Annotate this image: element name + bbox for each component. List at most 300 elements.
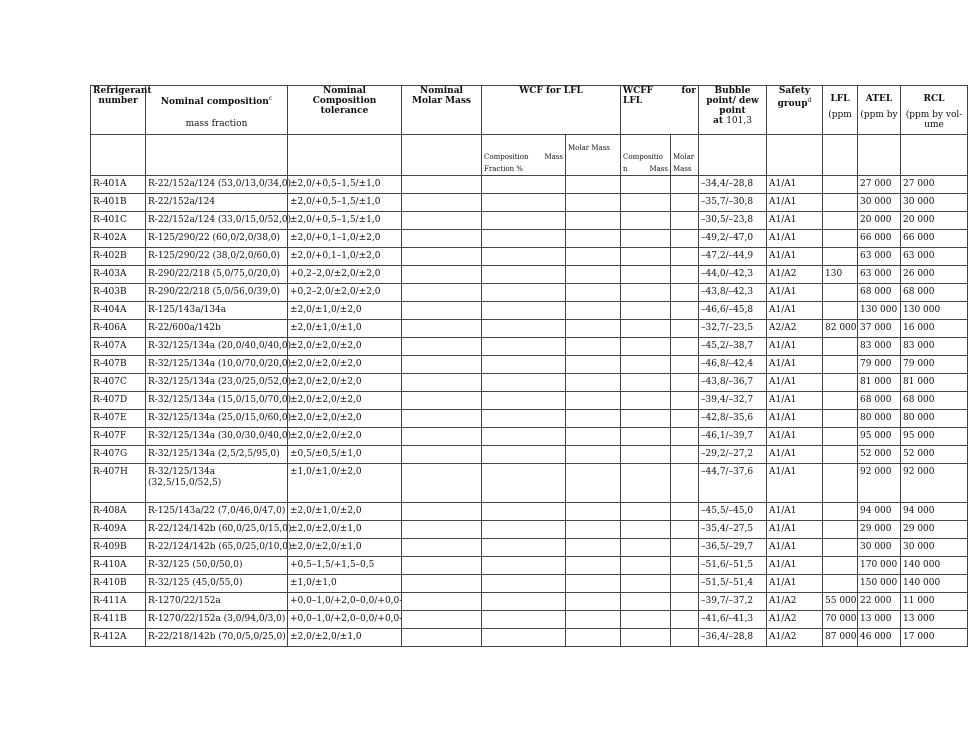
cell-tolerance: ±2,0/±2,0/±2,0 xyxy=(288,410,402,428)
cell-tolerance: ±2,0/±2,0/±2,0 xyxy=(288,338,402,356)
cell-refrigerant-number: R-403A xyxy=(91,266,146,284)
cell-refrigerant-number: R-409A xyxy=(91,521,146,539)
cell-bubble-point: –42,8/–35,6 xyxy=(699,410,767,428)
cell-molar-mass xyxy=(402,266,482,284)
cell-tolerance: +0,2–2,0/±2,0/±2,0 xyxy=(288,266,402,284)
cell-tolerance: ±2,0/±1,0/±2,0 xyxy=(288,503,402,521)
cell-wcf-molar-mass xyxy=(566,410,621,428)
cell-safety-group: A1/A1 xyxy=(767,503,823,521)
table-row xyxy=(91,212,968,230)
cell-tolerance: ±2,0/±2,0/±1,0 xyxy=(288,539,402,557)
table-row xyxy=(91,302,968,320)
cell-tolerance: ±2,0/±2,0/±2,0 xyxy=(288,428,402,446)
cell-composition: R-290/22/218 (5,0/56,0/39,0) xyxy=(146,284,288,302)
cell-lfl xyxy=(823,248,858,266)
cell-wcf-molar-mass xyxy=(566,521,621,539)
cell-refrigerant-number: R-401A xyxy=(91,176,146,194)
cell-wcff-molar-mass xyxy=(671,392,699,410)
cell-safety-group: A1/A1 xyxy=(767,284,823,302)
cell-wcf-molar-mass xyxy=(566,212,621,230)
cell-atel: 79 000 xyxy=(858,356,901,374)
cell-refrigerant-number: R-407E xyxy=(91,410,146,428)
cell-tolerance: ±2,0/+0,5–1,5/±1,0 xyxy=(288,176,402,194)
table-row xyxy=(91,230,968,248)
cell-wcf-composition xyxy=(482,446,566,464)
cell-wcff-molar-mass xyxy=(671,503,699,521)
cell-rcl: 83 000 xyxy=(901,338,968,356)
cell-safety-group: A1/A1 xyxy=(767,194,823,212)
cell-wcff-composition xyxy=(621,230,671,248)
cell-bubble-point: –43,8/–36,7 xyxy=(699,374,767,392)
cell-molar-mass xyxy=(402,503,482,521)
cell-tolerance: +0,0–1,0/+2,0–0,0/+0,0- xyxy=(288,593,402,611)
cell-rcl: 79 000 xyxy=(901,356,968,374)
col-wcf-lfl: WCF for LFL xyxy=(482,86,621,135)
cell-wcff-composition xyxy=(621,248,671,266)
cell-wcf-composition xyxy=(482,611,566,629)
cell-wcf-composition xyxy=(482,284,566,302)
mass-fraction-label: mass fraction xyxy=(185,119,248,129)
cell-tolerance: ±2,0/+0,5–1,5/±1,0 xyxy=(288,212,402,230)
cell-tolerance: ±2,0/+0,1–1,0/±2,0 xyxy=(288,248,402,266)
cell-molar-mass xyxy=(402,248,482,266)
cell-safety-group: A2/A2 xyxy=(767,320,823,338)
cell-wcf-molar-mass xyxy=(566,176,621,194)
cell-wcff-molar-mass xyxy=(671,338,699,356)
cell-wcf-composition xyxy=(482,338,566,356)
cell-atel: 22 000 xyxy=(858,593,901,611)
cell-wcff-composition xyxy=(621,338,671,356)
cell-wcf-composition xyxy=(482,503,566,521)
col-safety-group: Safety group$^d$ xyxy=(767,86,823,135)
cell-refrigerant-number: R-407B xyxy=(91,356,146,374)
cell-wcff-composition xyxy=(621,284,671,302)
table-row xyxy=(91,575,968,593)
cell-safety-group: A1/A2 xyxy=(767,611,823,629)
cell-wcf-molar-mass xyxy=(566,503,621,521)
cell-refrigerant-number: R-404A xyxy=(91,302,146,320)
cell-wcff-molar-mass xyxy=(671,593,699,611)
cell-rcl: 52 000 xyxy=(901,446,968,464)
cell-molar-mass xyxy=(402,611,482,629)
table-row xyxy=(91,392,968,410)
cell-composition: R-32/125 (50,0/50,0) xyxy=(146,557,288,575)
cell-rcl: 30 000 xyxy=(901,539,968,557)
cell-rcl: 68 000 xyxy=(901,284,968,302)
table-body xyxy=(91,176,968,647)
cell-lfl xyxy=(823,464,858,503)
cell-safety-group: A1/A1 xyxy=(767,464,823,503)
cell-refrigerant-number: R-408A xyxy=(91,503,146,521)
cell-wcf-molar-mass xyxy=(566,539,621,557)
cell-atel: 83 000 xyxy=(858,338,901,356)
cell-wcf-composition xyxy=(482,356,566,374)
cell-rcl: 95 000 xyxy=(901,428,968,446)
cell-composition: R-1270/22/152a xyxy=(146,593,288,611)
cell-lfl xyxy=(823,428,858,446)
cell-tolerance: ±2,0/±2,0/±2,0 xyxy=(288,356,402,374)
cell-wcff-molar-mass xyxy=(671,557,699,575)
cell-bubble-point: –46,1/–39,7 xyxy=(699,428,767,446)
cell-wcf-composition xyxy=(482,194,566,212)
cell-rcl: 16 000 xyxy=(901,320,968,338)
cell-molar-mass xyxy=(402,410,482,428)
cell-refrigerant-number: R-401C xyxy=(91,212,146,230)
cell-wcf-molar-mass xyxy=(566,629,621,647)
cell-molar-mass xyxy=(402,194,482,212)
cell-rcl: 130 000 xyxy=(901,302,968,320)
cell-wcf-molar-mass xyxy=(566,230,621,248)
cell-wcff-composition xyxy=(621,521,671,539)
cell-atel: 30 000 xyxy=(858,539,901,557)
cell-rcl: 140 000 xyxy=(901,575,968,593)
cell-tolerance: ±2,0/±1,0/±2,0 xyxy=(288,302,402,320)
cell-safety-group: A1/A1 xyxy=(767,392,823,410)
cell-atel: 68 000 xyxy=(858,392,901,410)
cell-refrigerant-number: R-411A xyxy=(91,593,146,611)
sub-molar-mass: Molar Mass xyxy=(566,135,621,176)
cell-wcf-molar-mass xyxy=(566,593,621,611)
cell-refrigerant-number: R-406A xyxy=(91,320,146,338)
cell-tolerance: ±2,0/±1,0/±1,0 xyxy=(288,320,402,338)
cell-lfl: 87 000 xyxy=(823,629,858,647)
cell-bubble-point: –45,2/–38,7 xyxy=(699,338,767,356)
cell-composition: R-32/125/134a (30,0/30,0/40,0) xyxy=(146,428,288,446)
cell-wcff-molar-mass xyxy=(671,428,699,446)
cell-composition: R-125/290/22 (60,0/2,0/38,0) xyxy=(146,230,288,248)
cell-tolerance: ±1,0/±1,0 xyxy=(288,575,402,593)
cell-tolerance: +0,2–2,0/±2,0/±2,0 xyxy=(288,284,402,302)
cell-lfl xyxy=(823,575,858,593)
cell-lfl xyxy=(823,557,858,575)
cell-lfl: 130 xyxy=(823,266,858,284)
cell-bubble-point: –43,8/–42,3 xyxy=(699,284,767,302)
cell-atel: 92 000 xyxy=(858,464,901,503)
cell-wcff-composition xyxy=(621,464,671,503)
cell-bubble-point: –51,6/–51,5 xyxy=(699,557,767,575)
cell-composition: R-32/125/134a (10,0/70,0/20,0) xyxy=(146,356,288,374)
col-lfl: LFL (ppm xyxy=(823,86,858,135)
table-row xyxy=(91,356,968,374)
cell-safety-group: A1/A1 xyxy=(767,302,823,320)
cell-lfl xyxy=(823,446,858,464)
cell-safety-group: A1/A1 xyxy=(767,539,823,557)
cell-atel: 94 000 xyxy=(858,503,901,521)
cell-safety-group: A1/A1 xyxy=(767,557,823,575)
cell-safety-group: A1/A1 xyxy=(767,248,823,266)
cell-wcff-composition xyxy=(621,176,671,194)
cell-wcff-composition xyxy=(621,446,671,464)
cell-wcf-molar-mass xyxy=(566,194,621,212)
cell-wcf-composition xyxy=(482,521,566,539)
cell-safety-group: A1/A1 xyxy=(767,338,823,356)
cell-refrigerant-number: R-403B xyxy=(91,284,146,302)
table-row xyxy=(91,374,968,392)
cell-wcff-molar-mass xyxy=(671,446,699,464)
cell-wcff-molar-mass xyxy=(671,176,699,194)
cell-wcff-molar-mass xyxy=(671,410,699,428)
cell-lfl xyxy=(823,374,858,392)
cell-wcf-composition xyxy=(482,539,566,557)
cell-wcf-composition xyxy=(482,266,566,284)
col-molar-mass: Nominal Molar Mass xyxy=(402,86,482,135)
cell-rcl: 11 000 xyxy=(901,593,968,611)
sub-compositio: Compositio n Mass xyxy=(621,135,671,176)
cell-composition: R-32/125/134a (15,0/15,0/70,0) xyxy=(146,392,288,410)
table-row xyxy=(91,176,968,194)
cell-atel: 13 000 xyxy=(858,611,901,629)
cell-wcf-composition xyxy=(482,302,566,320)
cell-lfl xyxy=(823,194,858,212)
cell-safety-group: A1/A1 xyxy=(767,212,823,230)
cell-wcf-molar-mass xyxy=(566,464,621,503)
cell-molar-mass xyxy=(402,557,482,575)
cell-refrigerant-number: R-411B xyxy=(91,611,146,629)
cell-lfl xyxy=(823,539,858,557)
cell-wcff-molar-mass xyxy=(671,464,699,503)
cell-wcff-molar-mass xyxy=(671,194,699,212)
cell-wcf-molar-mass xyxy=(566,356,621,374)
cell-molar-mass xyxy=(402,593,482,611)
cell-lfl xyxy=(823,176,858,194)
cell-atel: 68 000 xyxy=(858,284,901,302)
cell-molar-mass xyxy=(402,521,482,539)
cell-molar-mass xyxy=(402,392,482,410)
cell-atel: 63 000 xyxy=(858,266,901,284)
cell-composition: R-32/125/134a (23,0/25,0/52,0) xyxy=(146,374,288,392)
cell-molar-mass xyxy=(402,446,482,464)
cell-wcf-molar-mass xyxy=(566,302,621,320)
cell-wcf-molar-mass xyxy=(566,248,621,266)
cell-rcl: 140 000 xyxy=(901,557,968,575)
cell-wcff-composition xyxy=(621,557,671,575)
cell-atel: 30 000 xyxy=(858,194,901,212)
cell-rcl: 13 000 xyxy=(901,611,968,629)
cell-refrigerant-number: R-407G xyxy=(91,446,146,464)
cell-composition: R-125/290/22 (38,0/2,0/60,0) xyxy=(146,248,288,266)
table-row xyxy=(91,338,968,356)
cell-wcf-composition xyxy=(482,464,566,503)
cell-refrigerant-number: R-401B xyxy=(91,194,146,212)
table-row xyxy=(91,248,968,266)
cell-wcff-composition xyxy=(621,611,671,629)
cell-atel: 170 000 xyxy=(858,557,901,575)
cell-molar-mass xyxy=(402,230,482,248)
cell-rcl: 80 000 xyxy=(901,410,968,428)
cell-composition: R-125/143a/134a xyxy=(146,302,288,320)
cell-wcf-molar-mass xyxy=(566,284,621,302)
cell-rcl: 66 000 xyxy=(901,230,968,248)
cell-wcf-molar-mass xyxy=(566,266,621,284)
cell-safety-group: A1/A1 xyxy=(767,410,823,428)
cell-lfl xyxy=(823,521,858,539)
cell-wcff-molar-mass xyxy=(671,284,699,302)
cell-molar-mass xyxy=(402,284,482,302)
cell-rcl: 63 000 xyxy=(901,248,968,266)
cell-atel: 150 000 xyxy=(858,575,901,593)
table-row xyxy=(91,194,968,212)
table-row xyxy=(91,593,968,611)
cell-wcf-molar-mass xyxy=(566,575,621,593)
cell-refrigerant-number: R-412A xyxy=(91,629,146,647)
cell-safety-group: A1/A1 xyxy=(767,521,823,539)
cell-wcff-composition xyxy=(621,320,671,338)
cell-bubble-point: –46,8/–42,4 xyxy=(699,356,767,374)
cell-wcff-molar-mass xyxy=(671,611,699,629)
cell-atel: 66 000 xyxy=(858,230,901,248)
cell-wcf-molar-mass xyxy=(566,446,621,464)
cell-tolerance: ±2,0/±2,0/±1,0 xyxy=(288,629,402,647)
cell-wcf-molar-mass xyxy=(566,320,621,338)
cell-wcff-composition xyxy=(621,356,671,374)
cell-lfl xyxy=(823,302,858,320)
cell-safety-group: A1/A1 xyxy=(767,575,823,593)
table-row xyxy=(91,284,968,302)
table-row xyxy=(91,521,968,539)
cell-wcf-composition xyxy=(482,176,566,194)
cell-lfl xyxy=(823,356,858,374)
cell-bubble-point: –34,4/–28,8 xyxy=(699,176,767,194)
cell-molar-mass xyxy=(402,338,482,356)
cell-wcff-molar-mass xyxy=(671,230,699,248)
cell-composition: R-22/124/142b (60,0/25,0/15,0) xyxy=(146,521,288,539)
cell-composition: R-22/152a/124 (33,0/15,0/52,0) xyxy=(146,212,288,230)
cell-bubble-point: –47,2/–44,9 xyxy=(699,248,767,266)
cell-wcff-molar-mass xyxy=(671,356,699,374)
cell-lfl: 70 000 xyxy=(823,611,858,629)
cell-rcl: 17 000 xyxy=(901,629,968,647)
cell-wcff-molar-mass xyxy=(671,539,699,557)
cell-wcf-molar-mass xyxy=(566,557,621,575)
cell-tolerance: ±2,0/+0,5–1,5/±1,0 xyxy=(288,194,402,212)
cell-wcff-molar-mass xyxy=(671,320,699,338)
table-row xyxy=(91,503,968,521)
cell-rcl: 81 000 xyxy=(901,374,968,392)
cell-composition: R-32/125/134a (25,0/15,0/60,0) xyxy=(146,410,288,428)
cell-tolerance: ±2,0/±2,0/±2,0 xyxy=(288,392,402,410)
cell-wcf-molar-mass xyxy=(566,428,621,446)
cell-tolerance: +0,0–1,0/+2,0–0,0/+0,0- xyxy=(288,611,402,629)
cell-wcf-molar-mass xyxy=(566,611,621,629)
cell-wcff-molar-mass xyxy=(671,266,699,284)
cell-bubble-point: –44,0/–42,3 xyxy=(699,266,767,284)
cell-wcff-composition xyxy=(621,428,671,446)
cell-refrigerant-number: R-402B xyxy=(91,248,146,266)
table-row xyxy=(91,320,968,338)
col-bubble-point: Bubble point/ dew point at 101,3 xyxy=(699,86,767,135)
cell-atel: 29 000 xyxy=(858,521,901,539)
refrigerant-table xyxy=(90,85,968,647)
cell-bubble-point: –39,7/–37,2 xyxy=(699,593,767,611)
col-wcff-lfl: WCFF for LFL xyxy=(621,86,699,135)
cell-composition: R-22/218/142b (70,0/5,0/25,0) xyxy=(146,629,288,647)
cell-rcl: 68 000 xyxy=(901,392,968,410)
cell-rcl: 27 000 xyxy=(901,176,968,194)
cell-tolerance: ±1,0/±1,0/±2,0 xyxy=(288,464,402,503)
cell-refrigerant-number: R-407D xyxy=(91,392,146,410)
cell-safety-group: A1/A1 xyxy=(767,230,823,248)
cell-wcff-composition xyxy=(621,410,671,428)
cell-bubble-point: –49,2/–47,0 xyxy=(699,230,767,248)
cell-bubble-point: –41,6/–41,3 xyxy=(699,611,767,629)
cell-composition: R-32/125 (45,0/55,0) xyxy=(146,575,288,593)
cell-rcl: 92 000 xyxy=(901,464,968,503)
cell-lfl xyxy=(823,284,858,302)
cell-lfl xyxy=(823,410,858,428)
cell-wcff-composition xyxy=(621,503,671,521)
cell-refrigerant-number: R-407H xyxy=(91,464,146,503)
cell-wcf-molar-mass xyxy=(566,338,621,356)
cell-refrigerant-number: R-410A xyxy=(91,557,146,575)
cell-wcff-composition xyxy=(621,593,671,611)
cell-bubble-point: –45,5/–45,0 xyxy=(699,503,767,521)
cell-wcf-composition xyxy=(482,230,566,248)
cell-wcff-molar-mass xyxy=(671,248,699,266)
cell-safety-group: A1/A1 xyxy=(767,446,823,464)
cell-lfl xyxy=(823,338,858,356)
sub-composition-fraction: Composition Mass Fraction % xyxy=(482,135,566,176)
col-refrigerant-number: Refrigerant number xyxy=(91,86,146,135)
cell-bubble-point: –44,7/–37,6 xyxy=(699,464,767,503)
table-row xyxy=(91,539,968,557)
cell-wcff-molar-mass xyxy=(671,374,699,392)
col-composition-tolerance: Nominal Composition tolerance xyxy=(288,86,402,135)
cell-atel: 63 000 xyxy=(858,248,901,266)
cell-tolerance: ±2,0/+0,1–1,0/±2,0 xyxy=(288,230,402,248)
col-atel: ATEL (ppm by xyxy=(858,86,901,135)
cell-composition: R-1270/22/152a (3,0/94,0/3,0) xyxy=(146,611,288,629)
cell-bubble-point: –46,6/–45,8 xyxy=(699,302,767,320)
table-row xyxy=(91,611,968,629)
cell-wcff-composition xyxy=(621,539,671,557)
cell-safety-group: A1/A2 xyxy=(767,629,823,647)
table-row xyxy=(91,446,968,464)
cell-molar-mass xyxy=(402,575,482,593)
cell-wcff-composition xyxy=(621,194,671,212)
cell-rcl: 94 000 xyxy=(901,503,968,521)
cell-atel: 95 000 xyxy=(858,428,901,446)
cell-bubble-point: –29,2/–27,2 xyxy=(699,446,767,464)
cell-atel: 20 000 xyxy=(858,212,901,230)
cell-atel: 37 000 xyxy=(858,320,901,338)
table-row xyxy=(91,410,968,428)
cell-rcl: 29 000 xyxy=(901,521,968,539)
cell-molar-mass xyxy=(402,374,482,392)
cell-composition: R-22/152a/124 xyxy=(146,194,288,212)
cell-wcf-composition xyxy=(482,374,566,392)
cell-bubble-point: –36,5/–29,7 xyxy=(699,539,767,557)
cell-wcff-composition xyxy=(621,629,671,647)
cell-wcf-composition xyxy=(482,392,566,410)
table-row xyxy=(91,266,968,284)
cell-molar-mass xyxy=(402,464,482,503)
cell-wcf-molar-mass xyxy=(566,392,621,410)
col-nominal-composition: Nominal composition$^c$ mass fraction xyxy=(146,86,288,135)
cell-wcff-molar-mass xyxy=(671,575,699,593)
cell-molar-mass xyxy=(402,320,482,338)
table-row xyxy=(91,557,968,575)
cell-atel: 46 000 xyxy=(858,629,901,647)
cell-composition: R-32/125/134a (32,5/15,0/52,5) xyxy=(146,464,288,503)
cell-rcl: 20 000 xyxy=(901,212,968,230)
cell-lfl xyxy=(823,230,858,248)
cell-wcff-composition xyxy=(621,302,671,320)
cell-lfl: 82 000 xyxy=(823,320,858,338)
cell-safety-group: A1/A1 xyxy=(767,176,823,194)
cell-composition: R-22/152a/124 (53,0/13,0/34,0) xyxy=(146,176,288,194)
cell-rcl: 26 000 xyxy=(901,266,968,284)
cell-wcf-composition xyxy=(482,428,566,446)
